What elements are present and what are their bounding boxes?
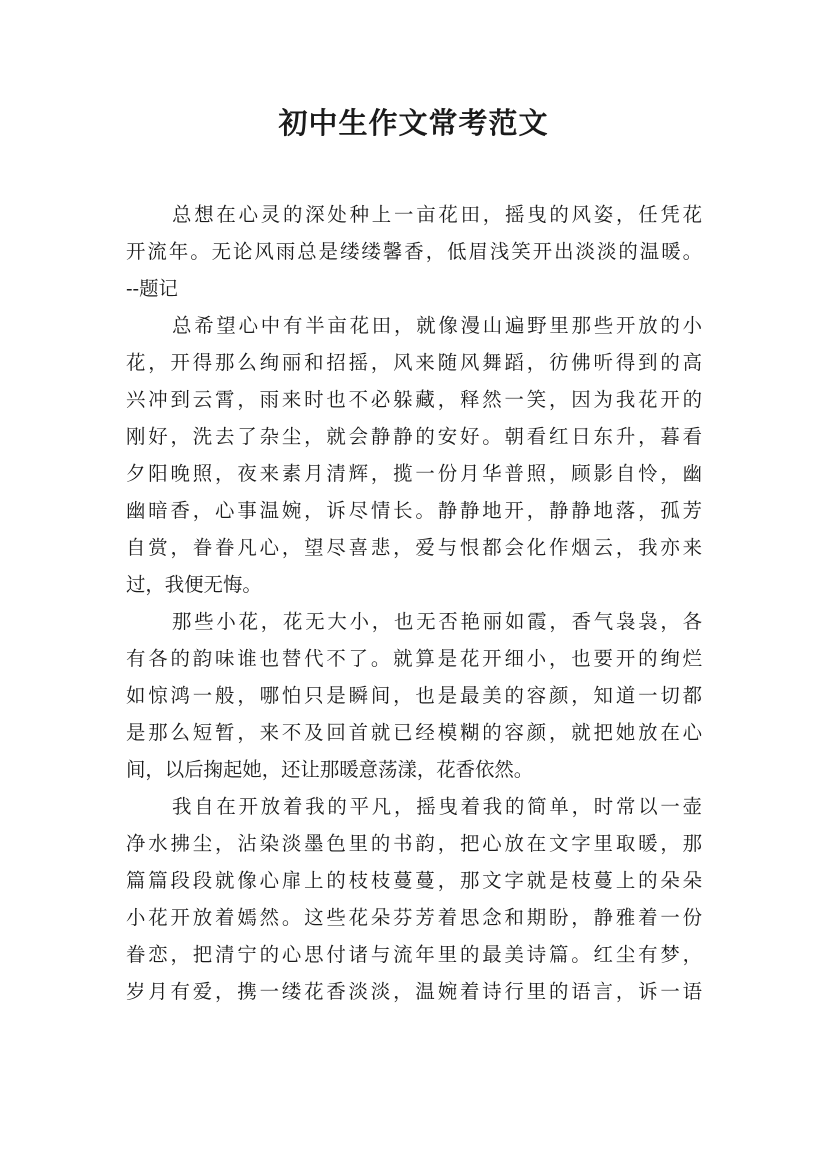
text-line: 篇篇段段就像心扉上的枝枝蔓蔓，那文字就是枝蔓上的朵朵 <box>126 869 702 892</box>
text-line: 刚好，洗去了杂尘，就会静静的安好。朝看红日东升，暮看 <box>126 425 702 448</box>
text-line: 过，我便无悔。 <box>126 573 262 596</box>
text-line: 总想在心灵的深处种上一亩花田，摇曳的风姿，任凭花 <box>172 203 702 226</box>
text-line: 如惊鸿一般，哪怕只是瞬间，也是最美的容颜，知道一切都 <box>126 684 702 707</box>
text-line: --题记 <box>126 277 178 300</box>
text-line: 眷恋，把清宁的心思付诸与流年里的最美诗篇。红尘有梦， <box>126 943 702 966</box>
text-line: 岁月有爱，携一缕花香淡淡，温婉着诗行里的语言，诉一语 <box>126 980 702 1003</box>
text-line: 开流年。无论风雨总是缕缕馨香，低眉浅笑开出淡淡的温暖。 <box>126 240 702 263</box>
text-line: 间，以后掬起她，还让那暖意荡漾，花香依然。 <box>126 758 534 781</box>
text-line: 自赏，眷眷凡心，望尽喜悲，爱与恨都会化作烟云，我亦来 <box>126 536 702 559</box>
text-line: 净水拂尘，沾染淡墨色里的书韵，把心放在文字里取暖，那 <box>126 832 702 855</box>
text-line: 是那么短暂，来不及回首就已经模糊的容颜，就把她放在心 <box>126 721 702 744</box>
essay-body <box>126 196 702 1010</box>
text-line: 那些小花，花无大小，也无否艳丽如霞，香气袅袅，各 <box>172 610 702 633</box>
text-line: 有各的韵味谁也替代不了。就算是花开细小，也要开的绚烂 <box>126 647 702 670</box>
text-line: 花，开得那么绚丽和招摇，风来随风舞蹈，彷佛听得到的高 <box>126 351 702 374</box>
text-line: 兴冲到云霄，雨来时也不必躲藏，释然一笑，因为我花开的 <box>126 388 702 411</box>
document-title: 初中生作文常考范文 <box>278 106 549 140</box>
text-line: 夕阳晚照，夜来素月清辉，揽一份月华普照，顾影自怜，幽 <box>126 462 702 485</box>
text-line: 幽暗香，心事温婉，诉尽情长。静静地开，静静地落，孤芳 <box>126 499 702 522</box>
text-line: 总希望心中有半亩花田，就像漫山遍野里那些开放的小 <box>172 314 702 337</box>
text-line: 我自在开放着我的平凡，摇曳着我的简单，时常以一壶 <box>172 795 702 818</box>
text-line: 小花开放着嫣然。这些花朵芬芳着思念和期盼，静雅着一份 <box>126 906 702 929</box>
